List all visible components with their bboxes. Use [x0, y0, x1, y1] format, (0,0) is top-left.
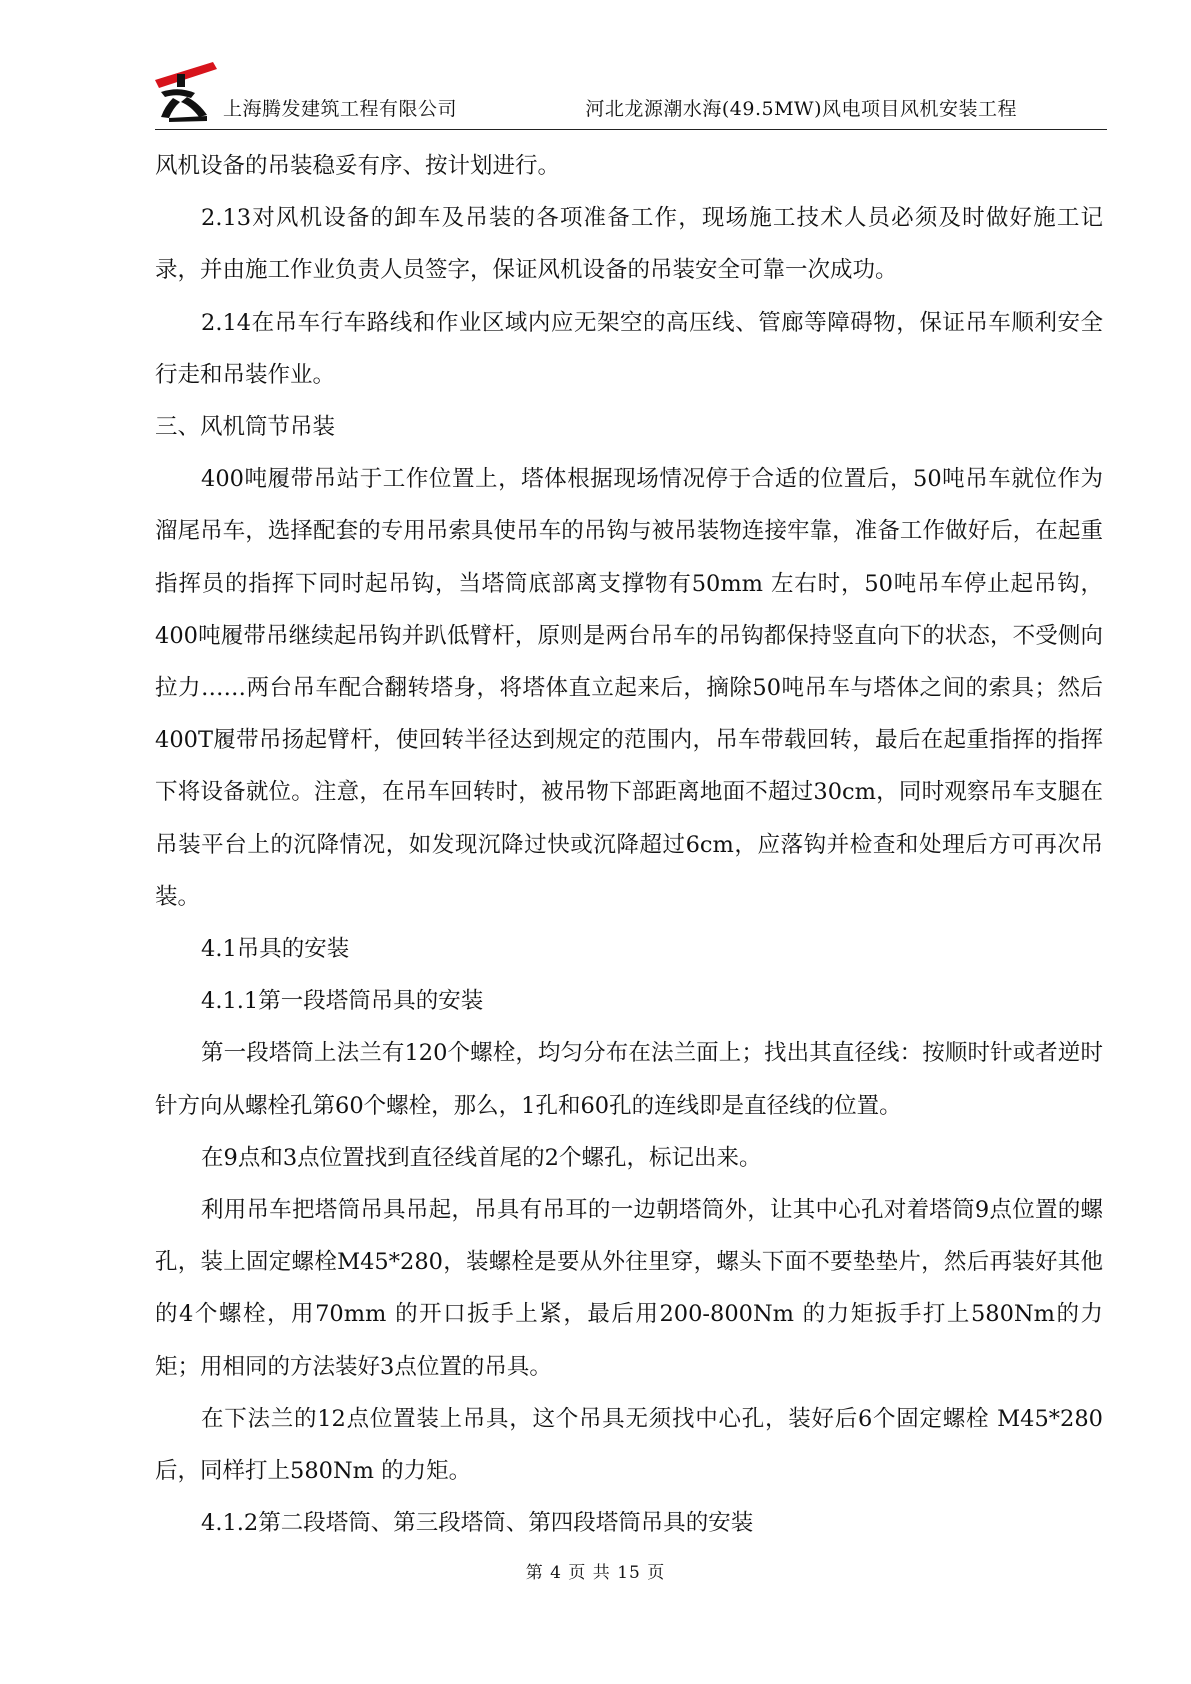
paragraph: 400吨履带吊站于工作位置上，塔体根据现场情况停于合适的位置后，50吨吊车就位作为溜尾吊车，选择配套的专用吊索具使吊车的吊钩与被吊装物连接牢靠，准备工作做好后，在起重指挥员的指挥下同时起吊钩，当塔筒底部离支撑物有50mm 左右时，50吨吊车停止起吊钩，400吨履带吊继续起吊钩并趴低臂杆，原则是两台吊车的吊钩都保持竖直向下的状态，不受侧向拉力……两台吊车配合翻转塔身，将塔体直立起来后，摘除50吨吊车与塔体之间的索具；然后400T履带吊扬起臂杆，使回转半径达到规定的范围内，吊车带载回转，最后在起重指挥的指挥下将设备就位。注意，在吊车回转时，被吊物下部距离地面不超过30cm，同时观察吊车支腿在吊装平台上的沉降情况，如发现沉降过快或沉降超过6cm，应落钩并检查和处理后方可再次吊装。 [155, 466, 1103, 910]
paragraph: 2.14在吊车行车路线和作业区域内应无架空的高压线、管廊等障碍物，保证吊车顺利安全行走和吊装作业。 [155, 309, 1103, 388]
company-logo [155, 60, 221, 122]
company-name: 上海腾发建筑工程有限公司 [223, 98, 458, 120]
page-number: 第 4 页 共 15 页 [525, 1563, 666, 1583]
subsection-heading: 4.1.2第二段塔筒、第三段塔筒、第四段塔筒吊具的安装 [201, 1510, 754, 1537]
page-header [155, 60, 1107, 132]
paragraph: 在9点和3点位置找到直径线首尾的2个螺孔，标记出来。 [201, 1144, 762, 1171]
subsection-heading: 4.1吊具的安装 [201, 936, 350, 963]
section-heading: 三、风机筒节吊装 [155, 414, 336, 441]
paragraph: 在下法兰的12点位置装上吊具，这个吊具无须找中心孔，装好后6个固定螺栓 M45*280后，同样打上580Nm 的力矩。 [155, 1405, 1103, 1485]
header-divider [155, 129, 1107, 130]
paragraph: 风机设备的吊装稳妥有序、按计划进行。 [155, 153, 561, 179]
paragraph: 利用吊车把塔筒吊具吊起，吊具有吊耳的一边朝塔筒外，让其中心孔对着塔筒9点位置的螺孔，装上固定螺栓M45*280，装螺栓是要从外往里穿，螺头下面不要垫垫片，然后再装好其他的4个螺栓，用70mm 的开口扳手上紧，最后用200-800Nm 的力矩扳手打上580Nm的力矩；用相同的方法装好3点位置的吊具。 [155, 1197, 1103, 1380]
project-title: 河北龙源潮水海(49.5MW)风电项目风机安装工程 [585, 98, 1017, 120]
subsection-heading: 4.1.1第一段塔筒吊具的安装 [201, 988, 484, 1015]
document-body [155, 140, 1103, 1549]
paragraph: 2.13对风机设备的卸车及吊装的各项准备工作，现场施工技术人员必须及时做好施工记录，并由施工作业负责人员签字，保证风机设备的吊装安全可靠一次成功。 [155, 205, 1103, 284]
paragraph: 第一段塔筒上法兰有120个螺栓，均匀分布在法兰面上；找出其直径线：按顺时针或者逆时针方向从螺栓孔第60个螺栓，那么，1孔和60孔的连线即是直径线的位置。 [155, 1040, 1103, 1119]
